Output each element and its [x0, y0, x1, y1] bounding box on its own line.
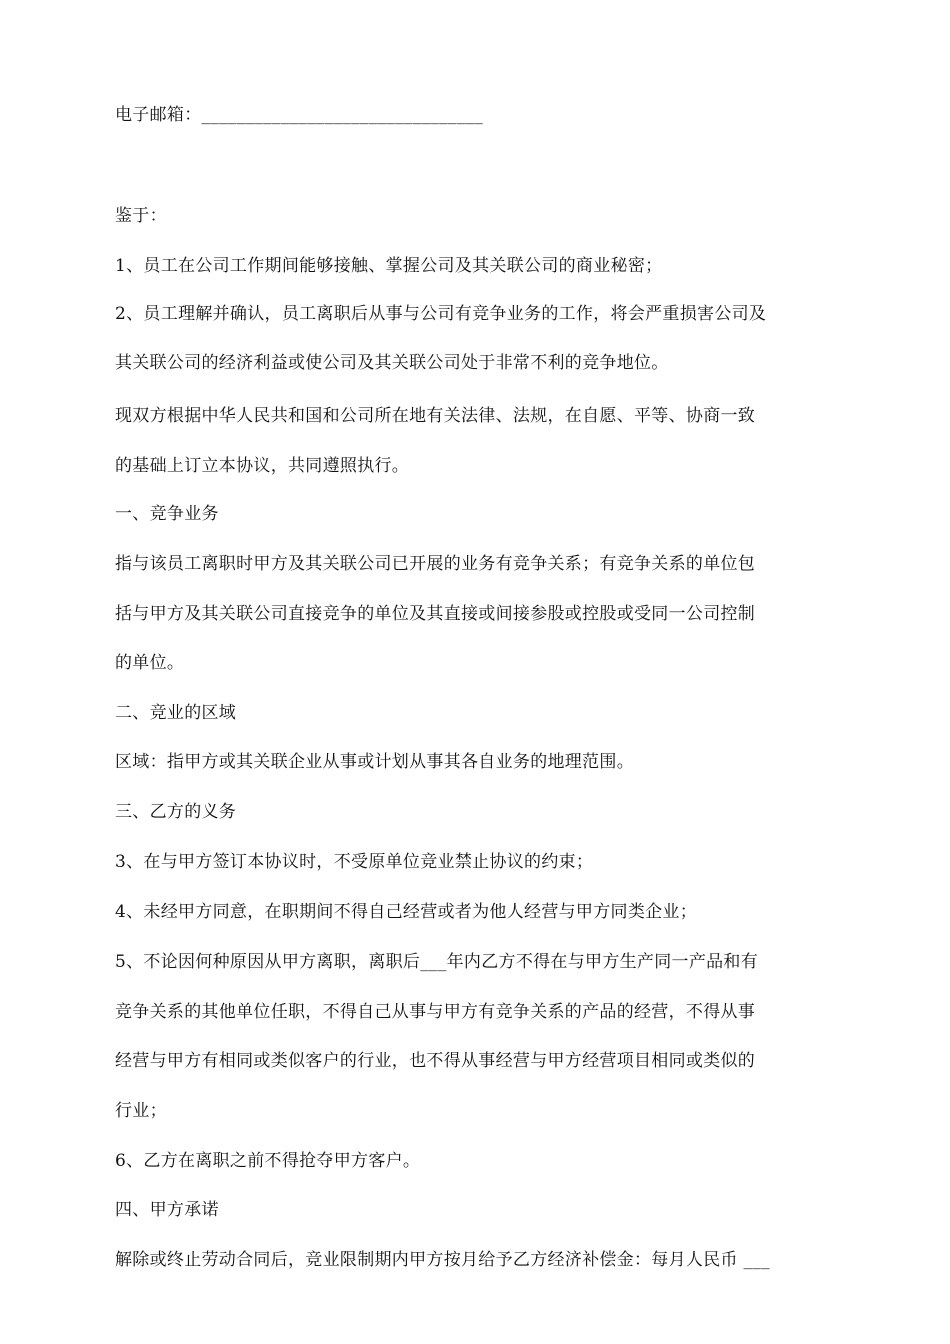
obligation-item-4: 4、未经甲方同意，在职期间不得自己经营或者为他人经营与甲方同类企业；	[115, 902, 698, 922]
basis-paragraph-line-1: 现双方根据中华人民共和国和公司所在地有关法律、法规，在自愿、平等、协商一致	[115, 406, 756, 426]
obligation-item-5-line-3: 经营与甲方有相同或类似客户的行业，也不得从事经营与甲方经营项目相同或类似的	[115, 1051, 756, 1071]
obligation-item-3: 3、在与甲方签订本协议时，不受原单位竞业禁止协议的约束；	[115, 852, 594, 872]
obligation-item-6: 6、乙方在离职之前不得抢夺甲方客户。	[115, 1151, 421, 1171]
obligation-item-5-line-1: 5、不论因何种原因从甲方离职，离职后___年内乙方不得在与甲方生产同一产品和有	[115, 952, 759, 972]
section-4-line-1: 解除或终止劳动合同后，竞业限制期内甲方按月给予乙方经济补偿金：每月人民币 ___	[115, 1250, 770, 1270]
whereas-item-2-line-1: 2、员工理解并确认，员工离职后从事与公司有竞争业务的工作，将会严重损害公司及	[115, 304, 767, 324]
section-1-line-3: 的单位。	[115, 653, 185, 673]
obligation-item-5-line-4: 行业；	[115, 1101, 167, 1121]
section-1-title: 一、竞争业务	[115, 504, 219, 524]
section-2-line-1: 区域：指甲方或其关联企业从事或计划从事其各自业务的地理范围。	[115, 752, 634, 772]
obligation-item-5-line-2: 竞争关系的其他单位任职，不得自己从事与甲方有竞争关系的产品的经营，不得从事	[115, 1002, 756, 1022]
email-field-line: 电子邮箱：________________________________	[115, 105, 484, 125]
whereas-heading: 鉴于：	[115, 206, 167, 226]
section-1-line-1: 指与该员工离职时甲方及其关联公司已开展的业务有竞争关系；有竞争关系的单位包	[115, 554, 756, 574]
basis-paragraph-line-2: 的基础上订立本协议，共同遵照执行。	[115, 456, 410, 476]
section-3-title: 三、乙方的义务	[115, 802, 237, 822]
whereas-item-1: 1、员工在公司工作期间能够接触、掌握公司及其关联公司的商业秘密；	[115, 256, 663, 276]
section-2-title: 二、竞业的区域	[115, 703, 237, 723]
whereas-item-2-line-2: 其关联公司的经济利益或使公司及其关联公司处于非常不利的竞争地位。	[115, 353, 669, 373]
section-1-line-2: 括与甲方及其关联公司直接竞争的单位及其直接或间接参股或控股或受同一公司控制	[115, 604, 756, 624]
section-4-title: 四、甲方承诺	[115, 1200, 219, 1220]
